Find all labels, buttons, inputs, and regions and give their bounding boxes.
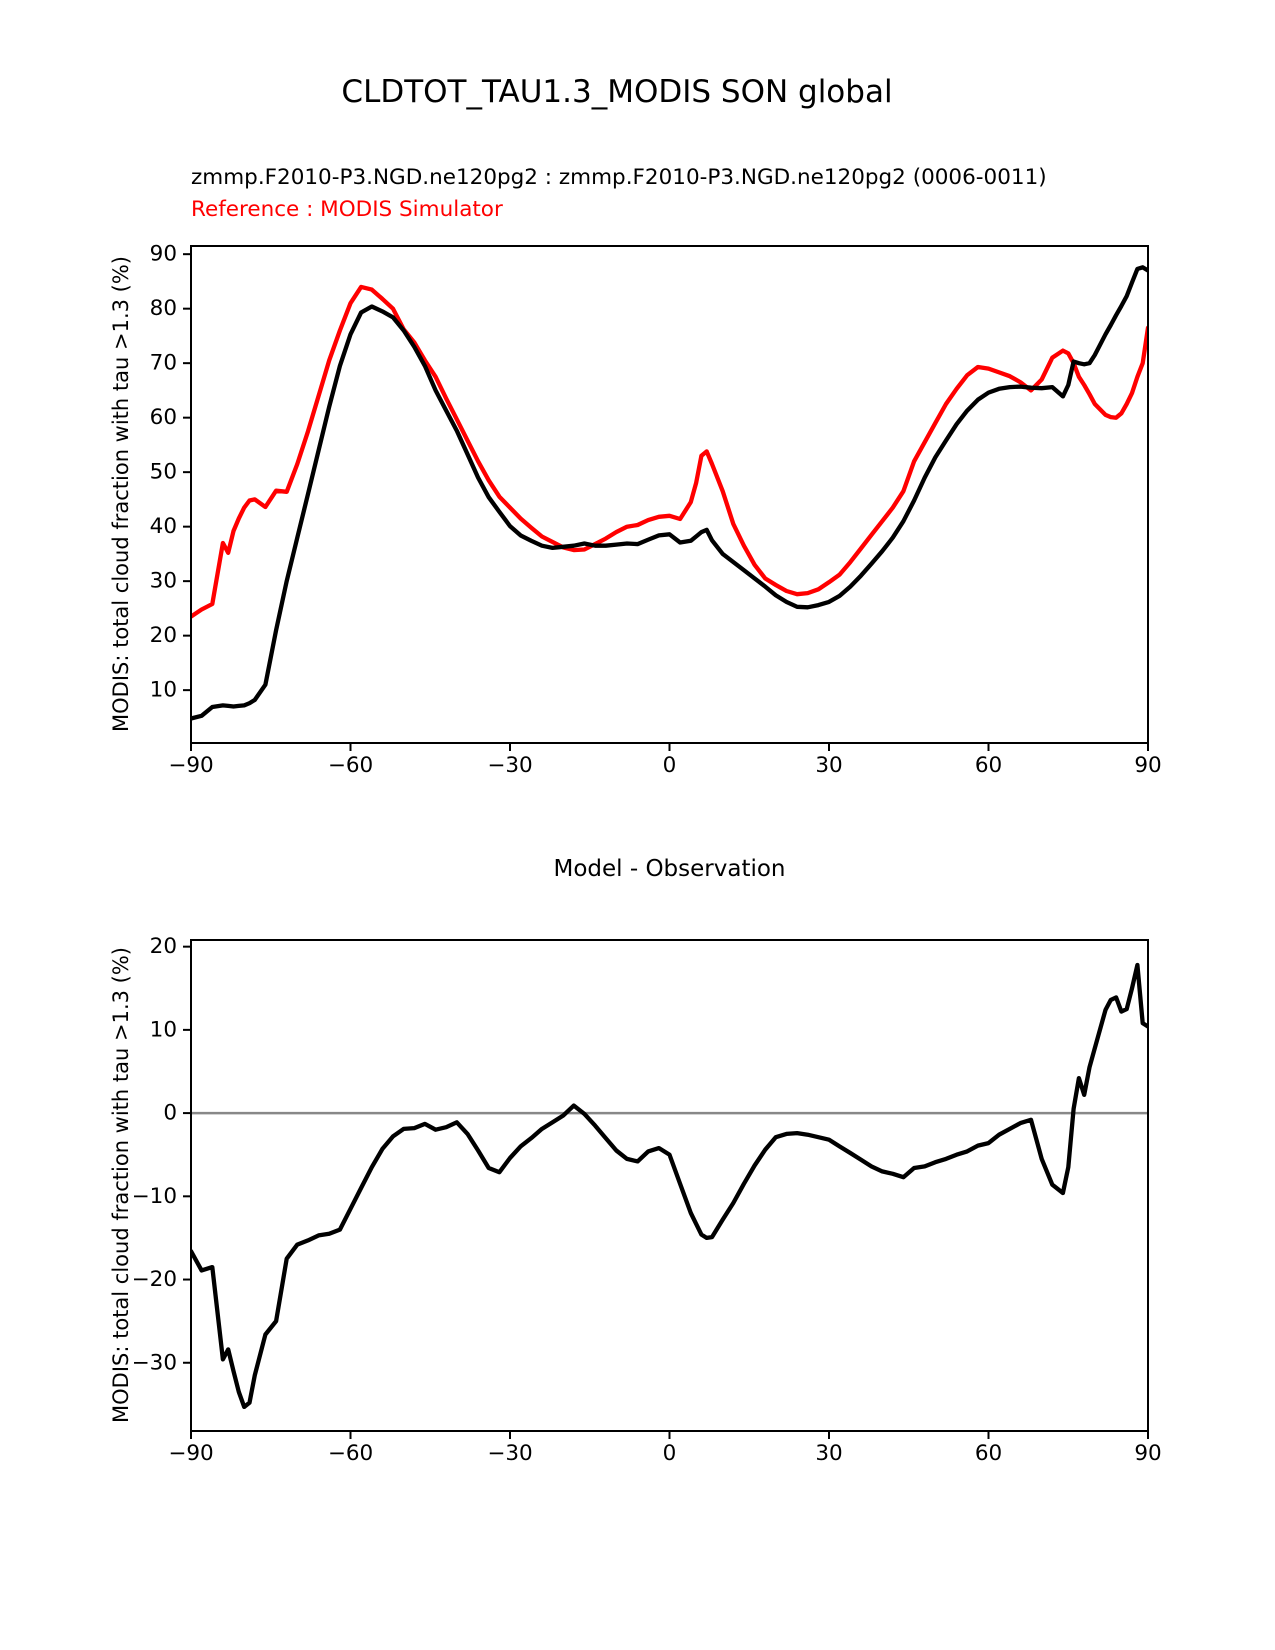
y-tick-label: 40 [149,514,177,540]
x-tick-label: −30 [487,753,533,779]
x-tick-label: −60 [327,1441,374,1467]
y-tick-label: 70 [149,350,177,376]
x-tick-label: −60 [327,753,374,779]
y-tick-label: 60 [149,405,177,431]
bottom-y-axis-label: MODIS: total cloud fraction with tau >1.3 (%) [109,947,133,1423]
x-tick-label: −90 [168,1441,214,1467]
x-tick-label: 0 [662,753,677,779]
y-tick-label: 90 [149,241,177,267]
y-tick-label: 10 [149,677,177,703]
legend-model-label: zmmp.F2010-P3.NGD.ne120pg2 : zmmp.F2010-P3.NGD.ne120pg2 (0006-0011) [191,165,1047,190]
legend-reference-label: Reference : MODIS Simulator [191,197,503,222]
y-tick-label: 10 [149,1017,177,1043]
x-tick-label: 60 [974,753,1003,779]
y-tick-label: −30 [131,1350,177,1376]
x-tick-label: 30 [815,753,843,779]
y-tick-label: 30 [149,568,177,594]
top-y-axis-label: MODIS: total cloud fraction with tau >1.3 (%) [109,256,133,732]
x-tick-label: 60 [974,1441,1003,1467]
y-tick-label: 50 [149,459,177,485]
y-tick-label: 20 [149,623,177,649]
reference-line [191,287,1148,617]
axes-spines [191,246,1148,743]
x-tick-label: 90 [1134,1441,1162,1467]
y-tick-label: 0 [163,1100,177,1126]
x-tick-label: −90 [168,753,214,779]
x-tick-label: −30 [487,1441,533,1467]
y-tick-label: 20 [149,934,177,960]
x-tick-label: 0 [662,1441,677,1467]
y-tick-label: −20 [131,1267,177,1293]
axes-spines [191,940,1148,1431]
y-tick-label: −10 [131,1183,177,1209]
x-tick-label: 30 [815,1441,843,1467]
y-tick-label: 80 [149,296,177,322]
bottom-subplot-title: Model - Observation [553,856,786,882]
main-title: CLDTOT_TAU1.3_MODIS SON global [341,74,893,110]
model-line [191,267,1148,718]
difference-line [191,965,1148,1407]
x-tick-label: 90 [1134,753,1162,779]
